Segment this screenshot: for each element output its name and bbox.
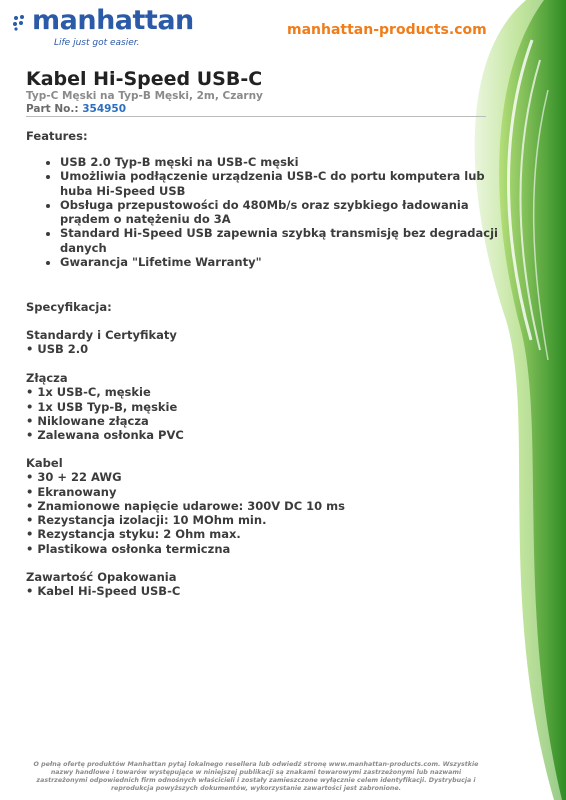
- website-link[interactable]: manhattan-products.com: [287, 22, 487, 38]
- specs-heading: Specyfikacja:: [26, 300, 112, 314]
- list-item: • USB 2.0: [26, 342, 89, 357]
- product-subtitle: Typ-C Męski na Typ-B Męski, 2m, Czarny: [26, 90, 263, 102]
- spec-group-title: Kabel: [26, 456, 63, 470]
- list-item: • Plastikowa osłonka termiczna: [26, 541, 231, 556]
- list-item: • Obsługa przepustowości do 480Mb/s oraz szybkiego ładowania prądem o natężeniu do 3A: [60, 198, 510, 227]
- list-item: • Niklowane złącza: [26, 413, 149, 428]
- features-heading: Features:: [26, 129, 88, 143]
- spec-group-cable: [26, 456, 486, 556]
- list-item: • 1x USB Typ-B, męskie: [26, 399, 178, 414]
- logo-tagline: Life just got easier.: [54, 38, 140, 48]
- header-divider: [26, 116, 486, 117]
- list-item: • Rezystancja izolacji: 10 MOhm min.: [26, 513, 267, 528]
- list-item: • Rezystancja styku: 2 Ohm max.: [26, 527, 241, 542]
- spec-group-title: Standardy i Certyfikaty: [26, 328, 177, 342]
- legal-footer: O pełną ofertę produktów Manhattan pytaj lokalnego resellera lub odwiedź stronę www.manhattan-products.com. Wszystkie nazwy handlowe i towarów występujące w niniejszej publikacji są znakami towarowymi zastrzeżonymi lub nazwami zastrzeżonymi odpowiednich firm odnośnych właścicieli i zostały zamieszczone wyłącznie celem identyfikacji. Dystrybucja i reprodukcja powyższych dokumentów, wykorzystanie zawartości jest zabronione.: [33, 761, 479, 792]
- product-title: Kabel Hi-Speed USB-C: [26, 68, 263, 90]
- manhattan-logo: [22, 6, 192, 50]
- list-item: • Kabel Hi-Speed USB-C: [26, 584, 181, 599]
- part-number-value[interactable]: 354950: [82, 103, 127, 115]
- list-item: • USB 2.0 Typ-B męski na USB-C męski: [60, 155, 510, 169]
- spec-group-title: Zawartość Opakowania: [26, 570, 177, 584]
- logo-dots-icon: [12, 14, 30, 32]
- logo-wordmark: manhattan: [32, 5, 194, 36]
- list-item: • 30 + 22 AWG: [26, 470, 122, 485]
- part-number: [26, 103, 126, 115]
- list-item: • Ekranowany: [26, 484, 117, 499]
- list-item: • Umożliwia podłączenie urządzenia USB-C do portu komputera lub huba Hi-Speed USB: [60, 169, 510, 198]
- list-item: • Standard Hi-Speed USB zapewnia szybką transmisję bez degradacji danych: [60, 226, 510, 255]
- list-item: • 1x USB-C, męskie: [26, 385, 151, 400]
- part-number-label: Part No.:: [26, 103, 79, 115]
- list-item: • Znamionowe napięcie udarowe: 300V DC 10 ms: [26, 498, 345, 513]
- spec-group-title: Złącza: [26, 371, 68, 385]
- list-item: • Zalewana osłonka PVC: [26, 428, 184, 443]
- spec-group-standards: [26, 328, 486, 357]
- features-list: [40, 155, 510, 269]
- spec-group-package-contents: [26, 570, 486, 599]
- list-item: • Gwarancja "Lifetime Warranty": [60, 255, 510, 269]
- spec-group-connectors: [26, 371, 486, 442]
